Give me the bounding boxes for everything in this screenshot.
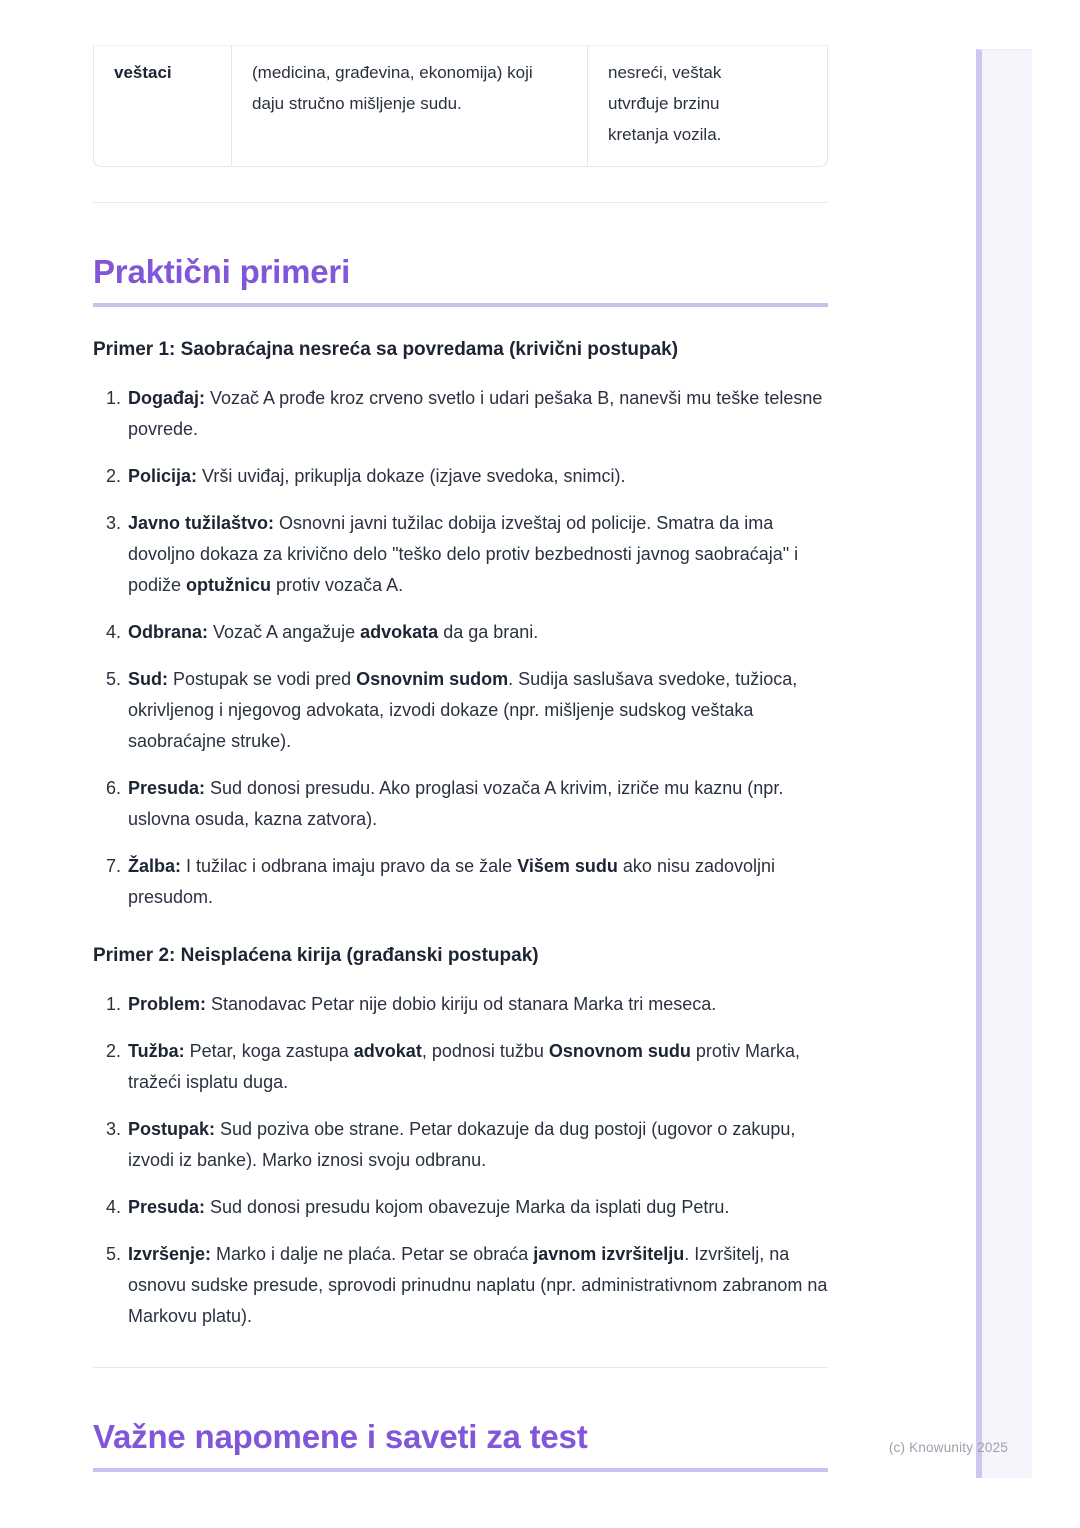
- step-item: [126, 1036, 828, 1098]
- step-item: [126, 851, 828, 913]
- step-item: [126, 508, 828, 601]
- plain-text: Vozač A prođe kroz crveno svetlo i udari pešaka B, nanevši mu teške telesne povrede.: [128, 388, 823, 439]
- knowunity-watermark: (c) Knowunity 2025: [888, 1440, 1008, 1455]
- plain-text: Sud donosi presudu. Ako proglasi vozača A krivim, izriče mu kaznu (npr. uslovna osuda, kazna zatvora).: [128, 778, 784, 829]
- plain-text: . Sudija saslušava svedoke, tužioca, okrivljenog i njegovog advokata, izvodi dokaze (npr. mišljenje sudskog veštaka saobraćajne struke).: [128, 669, 798, 751]
- step-item: [126, 617, 828, 648]
- bold-text: Izvršenje:: [128, 1244, 212, 1264]
- comparison-table-fragment: [93, 45, 828, 167]
- step-item: [126, 1239, 828, 1332]
- bold-text: Problem:: [128, 994, 207, 1014]
- bold-text: Osnovnom sudu: [548, 1041, 691, 1061]
- plain-text: Osnovni javni tužilac dobija izveštaj od policije. Smatra da ima dovoljno dokaza za krivično delo "teško delo protiv bezbednosti javnog saobraćaja" i podiže: [128, 513, 799, 595]
- bold-text: Osnovnim sudom: [356, 669, 509, 689]
- example-2-steps-list: [93, 989, 828, 1332]
- bold-text: Presuda:: [128, 778, 206, 798]
- plain-text: Petar, koga zastupa: [184, 1041, 354, 1061]
- plain-text: nesreći, veštak utvrđuje brzinu kretanja vozila.: [608, 63, 722, 144]
- step-item: [126, 1192, 828, 1223]
- step-item: [126, 989, 828, 1020]
- plain-text: I tužilac i odbrana imaju pravo da se žale: [181, 856, 518, 876]
- bold-text: advokata: [360, 622, 439, 642]
- step-item: [126, 773, 828, 835]
- section-title-notes: Važne napomene i saveti za test: [93, 1418, 828, 1472]
- table-cell-term-text: [114, 63, 172, 82]
- table-cell-example-text: [608, 57, 768, 150]
- plain-text: Vozač A angažuje: [208, 622, 361, 642]
- step-item: [126, 664, 828, 757]
- section-divider-bottom: [93, 1367, 828, 1368]
- step-item: [126, 383, 828, 445]
- plain-text: Marko i dalje ne plaća. Petar se obraća: [211, 1244, 534, 1264]
- plain-text: . Izvršitelj, na osnovu sudske presude, sprovodi prinudnu naplatu (npr. administrativnom zabranom na Markovu platu).: [128, 1244, 828, 1326]
- bold-text: Policija:: [128, 466, 198, 486]
- bold-text: optužnicu: [186, 575, 272, 595]
- example-2-heading: Primer 2: Neisplaćena kirija (građanski postupak): [93, 945, 539, 966]
- table-cell-definition: [231, 46, 587, 166]
- table-cell-example: [587, 46, 827, 166]
- step-item: [126, 461, 828, 492]
- plain-text: Postupak se vodi pred: [168, 669, 357, 689]
- page-edge-strip: [976, 49, 1032, 1478]
- bold-text: Postupak:: [128, 1119, 216, 1139]
- bold-text: Odbrana:: [128, 622, 209, 642]
- bold-text: javnom izvršitelju: [533, 1244, 685, 1264]
- bold-text: Tužba:: [128, 1041, 185, 1061]
- plain-text: Sud donosi presudu kojom obavezuje Marka da isplati dug Petru.: [205, 1197, 730, 1217]
- plain-text: protiv vozača A.: [271, 575, 404, 595]
- plain-text: Stanodavac Petar nije dobio kiriju od stanara Marka tri meseca.: [206, 994, 717, 1014]
- bold-text: Sud:: [128, 669, 168, 689]
- example-1-heading: Primer 1: Saobraćajna nesreća sa povredama (krivični postupak): [93, 339, 679, 360]
- step-item: [126, 1114, 828, 1176]
- table-cell-term: [94, 46, 231, 166]
- plain-text: protiv Marka, tražeći isplatu duga.: [128, 1041, 800, 1092]
- bold-text: Žalba:: [128, 856, 182, 876]
- section-divider-top: [93, 202, 828, 203]
- plain-text: ako nisu zadovoljni presudom.: [128, 856, 776, 907]
- plain-text: Sud poziva obe strane. Petar dokazuje da dug postoji (ugovor o zakupu, izvodi iz banke). Marko iznosi svoju odbranu.: [128, 1119, 796, 1170]
- table-cell-definition-text: [252, 57, 542, 119]
- bold-text: Javno tužilaštvo:: [128, 513, 275, 533]
- bold-text: veštaci: [114, 63, 172, 82]
- plain-text: , podnosi tužbu: [421, 1041, 549, 1061]
- document-content: [93, 0, 828, 1472]
- plain-text: da ga brani.: [438, 622, 539, 642]
- bold-text: advokat: [353, 1041, 422, 1061]
- bold-text: Višem sudu: [517, 856, 618, 876]
- example-1-steps-list: [93, 383, 828, 913]
- plain-text: (medicina, građevina, ekonomija) koji daju stručno mišljenje sudu.: [252, 63, 533, 113]
- plain-text: Vrši uviđaj, prikuplja dokaze (izjave svedoka, snimci).: [197, 466, 626, 486]
- section-title-practical-examples: Praktični primeri: [93, 253, 828, 307]
- bold-text: Događaj:: [128, 388, 206, 408]
- bold-text: Presuda:: [128, 1197, 206, 1217]
